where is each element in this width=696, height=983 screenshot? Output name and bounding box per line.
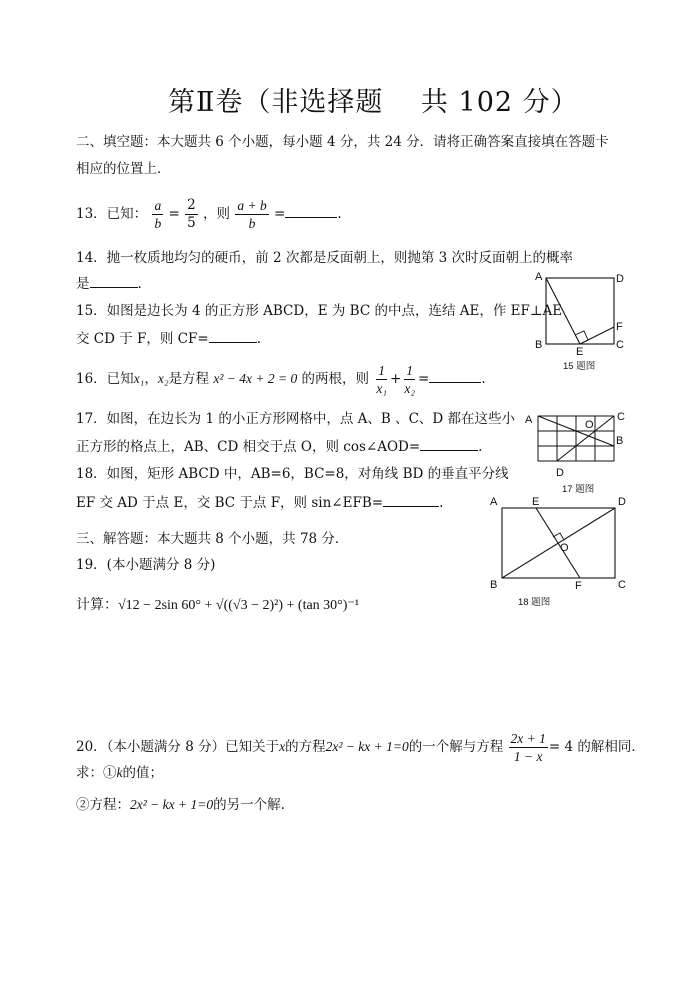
figure-15 — [528, 266, 638, 376]
fig17-label-b: B — [616, 435, 624, 447]
fig18-right-angle-mark — [553, 533, 564, 540]
q16-answer-blank — [429, 368, 481, 383]
fig18-label-a: A — [490, 496, 498, 508]
fig18-label-c: C — [618, 579, 626, 591]
page-title: 第Ⅱ卷（非选择题 共 102 分） — [168, 87, 579, 118]
section3-heading: 三、解答题：本大题共 8 个小题，共 78 分． — [76, 531, 349, 547]
q20-eq2: 2x² − kx + 1=0 — [130, 797, 214, 812]
q14-answer-blank — [90, 273, 138, 288]
q13-mid: ，则 — [203, 206, 231, 222]
question-20-line3 — [76, 795, 285, 815]
q13-frac3-den: b — [248, 216, 256, 231]
q16-plus: + — [390, 371, 402, 387]
fig15-label-f: F — [616, 321, 623, 333]
q18-answer-blank — [383, 492, 439, 507]
q16-equation: x² − 4x + 2 = 0 — [213, 371, 298, 386]
q16-sep: ， — [144, 371, 158, 387]
q13-frac3-num: a + b — [237, 198, 267, 213]
q20-line2-prefix: 求：① — [76, 765, 117, 781]
q16-f1-num: 1 — [378, 363, 386, 378]
q16-f2-den: x₂ — [404, 381, 416, 396]
q17-end: . — [478, 439, 483, 455]
q16-prefix: 16．已知 — [76, 371, 134, 387]
q14-line2-prefix: 是 — [76, 276, 90, 292]
q19-calc-prefix: 计算： — [76, 597, 118, 613]
q20-frac-num: 2x + 1 — [510, 731, 546, 746]
figure-18 — [486, 490, 636, 610]
figure-17 — [522, 406, 632, 498]
fig18-label-d: D — [618, 496, 626, 508]
question-15-line2 — [76, 328, 261, 349]
fig15-segment-ae — [546, 278, 580, 344]
q20-line1-prefix: 20．（本小题满分 8 分）已知关于 — [76, 739, 280, 755]
q13-end: . — [337, 206, 342, 222]
fig18-label-b: B — [490, 579, 498, 591]
question-20-line1 — [76, 730, 645, 765]
fig15-label-e: E — [576, 346, 584, 358]
q20-var-k: k — [116, 765, 123, 780]
section2-heading-line2: 相应的位置上． — [76, 161, 171, 177]
q18-end: . — [439, 495, 444, 511]
fig18-segment-ef — [536, 508, 580, 578]
fig15-label-a: A — [535, 271, 543, 283]
question-20-line2 — [76, 763, 163, 783]
q16-x1: x₁ — [133, 371, 145, 386]
fig15-label-c: C — [616, 339, 624, 351]
q20-line1-mid: 的方程 — [285, 739, 326, 755]
q20-var-x: x — [279, 739, 286, 754]
fig15-segment-ef — [580, 327, 614, 344]
q13-frac-apb-over-b — [235, 197, 268, 232]
q13-answer-blank — [285, 203, 337, 218]
q20-frac-den: 1 − x — [513, 749, 543, 764]
question-14-line2 — [76, 273, 142, 294]
fig17-label-a: A — [525, 414, 533, 426]
q13-frac-2-over-5 — [185, 197, 198, 232]
fig17-caption: 17 题图 — [562, 484, 595, 495]
q18-line2-prefix: EF 交 AD 于点 E，交 BC 于点 F，则 sin∠EFB= — [76, 495, 384, 511]
question-14-line1: 14．抛一枚质地均匀的硬币，前 2 次都是反面朝上，则抛第 3 次时反面朝上的概率 — [76, 250, 574, 266]
q15-answer-blank — [209, 328, 257, 343]
question-16 — [76, 362, 486, 397]
q16-f2-num: 1 — [406, 363, 414, 378]
q13-frac1-num: a — [154, 198, 162, 213]
fig15-label-b: B — [535, 339, 543, 351]
fig18-caption: 18 题图 — [518, 597, 551, 608]
fig17-label-c: C — [617, 411, 625, 423]
q13-suffix: = — [274, 206, 286, 222]
q13-frac2-num: 2 — [187, 197, 196, 213]
q17-line2-prefix: 正方形的格点上，AB、CD 相交于点 O，则 cos∠AOD= — [76, 439, 421, 455]
q20-eq1: 2x² − kx + 1=0 — [325, 739, 409, 754]
q20-line1-mid2: 的一个解与方程 — [408, 739, 504, 755]
fig15-caption: 15 题图 — [563, 361, 596, 372]
q16-mid1: 是方程 — [168, 371, 210, 387]
question-19-expression — [76, 595, 359, 616]
q19-expr: √12 − 2sin 60° + √((√3 − 2)²) + (tan 30°)⁻¹ — [118, 598, 360, 613]
q16-x2: x₂ — [157, 371, 169, 386]
q16-frac-1-over-x2 — [402, 362, 417, 397]
fig17-label-o: O — [585, 419, 594, 431]
question-17-line1: 17．如图，在边长为 1 的小正方形网格中，点 A、B 、C、D 都在这些小 — [76, 411, 516, 427]
q13-frac1-den: b — [154, 216, 162, 231]
q17-answer-blank — [420, 436, 478, 451]
q13-frac-a-over-b — [152, 197, 163, 232]
q20-line2-suffix: 的值； — [122, 765, 163, 781]
q16-suffix: = — [418, 371, 430, 387]
fig15-square — [546, 278, 614, 344]
q15-end: . — [256, 331, 261, 347]
q14-end: . — [137, 276, 142, 292]
q20-line3-prefix: ②方程： — [76, 797, 130, 813]
fig18-label-o: O — [560, 542, 569, 554]
fig17-grid — [538, 416, 614, 461]
question-19-label: 19．(本小题满分 8 分) — [76, 557, 216, 573]
question-17-line2 — [76, 436, 482, 457]
q13-prefix: 13．已知： — [76, 206, 148, 222]
q16-f1-den: x₁ — [376, 381, 388, 396]
q16-frac-1-over-x1 — [374, 362, 389, 397]
q15-line2-prefix: 交 CD 于 F，则 CF= — [76, 331, 209, 347]
fig18-label-f: F — [575, 580, 582, 592]
q13-frac2-den: 5 — [187, 215, 196, 231]
question-15-line1: 15．如图是边长为 4 的正方形 ABCD，E 为 BC 的中点，连结 AE，作 EF⊥AE — [76, 303, 563, 319]
q16-end: . — [481, 371, 486, 387]
q16-mid2: 的两根，则 — [301, 371, 370, 387]
q20-line1-suffix: = 4 的解相同． — [548, 739, 645, 755]
question-18-line1: 18．如图，矩形 ABCD 中，AB=6，BC=8，对角线 BD 的垂直平分线 — [76, 466, 509, 482]
fig15-label-d: D — [616, 273, 624, 285]
fig17-label-d: D — [556, 467, 564, 479]
fig18-label-e: E — [532, 496, 540, 508]
q20-fraction — [509, 730, 548, 765]
section2-heading-line1: 二、填空题：本大题共 6 个小题，每小题 4 分，共 24 分．请将正确答案直接填在答题卡 — [76, 134, 609, 150]
question-18-line2 — [76, 492, 443, 513]
q20-line3-suffix: 的另一个解. — [213, 797, 285, 813]
question-13 — [76, 197, 342, 232]
q13-eq: = — [168, 206, 180, 222]
